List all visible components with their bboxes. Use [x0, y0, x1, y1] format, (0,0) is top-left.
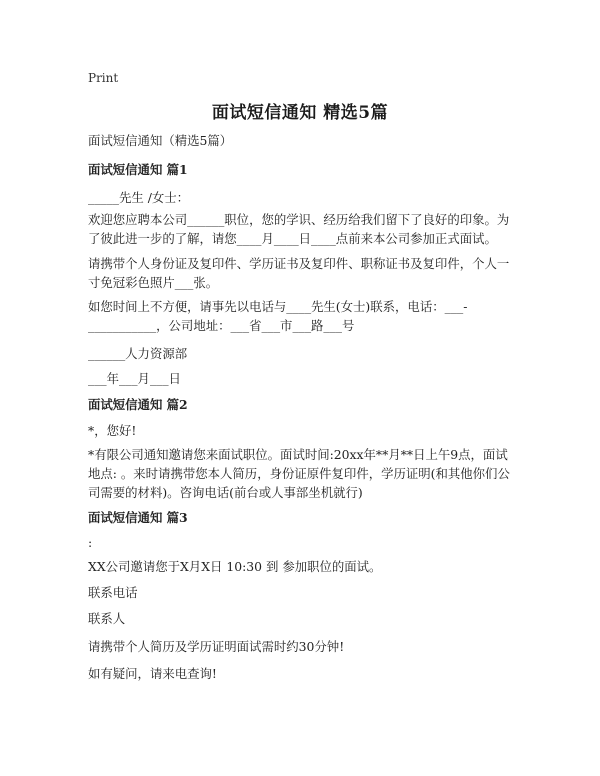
article-3-colon: :	[88, 535, 93, 550]
article-1-paragraph-2: 请携带个人身份证及复印件、学历证书及复印件、职称证书及复印件，个人一寸免冠彩色照片___张。	[88, 256, 510, 290]
article-1-greeting: _____先生 /女士：	[88, 190, 190, 205]
article-2-greeting: *，您好!	[88, 423, 137, 438]
article-1-paragraph-3: 如您时间上不方便，请事先以电话与____先生(女士)联系，电话：___-___________，公司地址：___省___市___路___号	[88, 299, 468, 333]
article-1-date: ___年___月___日	[88, 371, 181, 386]
article-3-line-4: 请携带个人简历及学历证明面试需时约30分钟!	[88, 639, 345, 654]
document-subtitle: 面试短信通知（精选5篇）	[88, 133, 233, 148]
article-1-paragraph-1: 欢迎您应聘本公司______职位，您的学识、经历给我们留下了良好的印象。为了彼此进一步的了解，请您____月____日____点前来本公司参加正式面试。	[88, 212, 510, 246]
article-2-heading: 面试短信通知 篇2	[88, 397, 188, 412]
article-3-line-5: 如有疑问，请来电查询!	[88, 666, 217, 681]
article-3-line-3: 联系人	[88, 611, 126, 626]
article-1-signature: ______人力资源部	[88, 346, 188, 361]
print-label: Print	[88, 71, 119, 85]
page-title: 面试短信通知 精选5篇	[211, 103, 389, 123]
article-3-heading: 面试短信通知 篇3	[88, 510, 188, 525]
article-1-heading: 面试短信通知 篇1	[88, 162, 188, 177]
article-3-line-2: 联系电话	[88, 585, 138, 600]
article-2-paragraph-1: *有限公司通知邀请您来面试职位。面试时间:20xx年**月**日上午9点，面试地点: 。来时请携带您本人简历，身份证原件复印件，学历证明(和其他你们公司需要的材料)。咨询电话(前台或人事部坐机就行)	[88, 447, 510, 500]
article-3-line-1: XX公司邀请您于X月X日 10:30 到 参加职位的面试。	[88, 559, 382, 574]
